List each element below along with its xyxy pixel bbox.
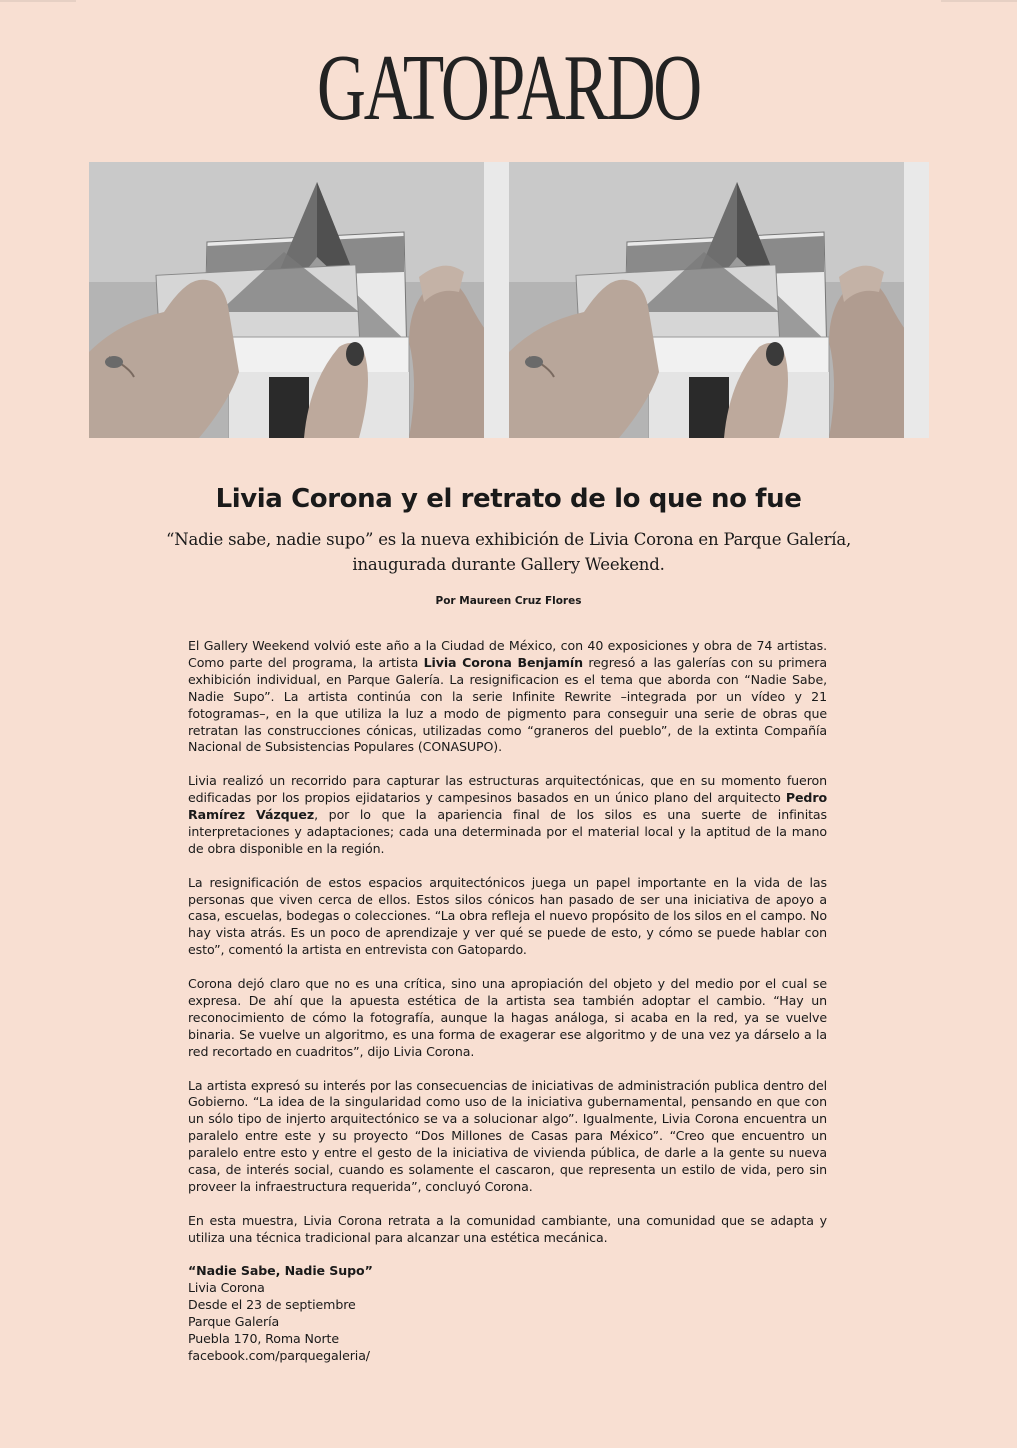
article-paragraph: El Gallery Weekend volvió este año a la Ciudad de México, con 40 exposiciones y obra de 74 artistas. Como parte del programa, la artista Livia Corona Benjamín regresó a las galerías con su primera exhibición individual, en Parque Galería. La resignificacion es el tema que aborda con “Nadie Sabe, Nadie Supo”. La artista continúa con la serie Infinite Rewrite –integrada por un vídeo y 21 fotogramas–, en la que utiliza la luz a modo de pigmento para conseguir una serie de obras que retratan las construcciones cónicas, utilizadas como “graneros del pueblo”, de la extinta Compañía Nacional de Subsistencias Populares (CONASUPO). xyxy=(188,638,827,755)
top-rule-left xyxy=(0,0,76,2)
article-body xyxy=(188,638,827,1365)
article-headline: Livia Corona y el retrato de lo que no fue xyxy=(215,484,802,514)
article-paragraph: Livia realizó un recorrido para capturar las estructuras arquitectónicas, que en su momento fueron edificadas por los propios ejidatarios y campesinos basados en un único plano del arquitecto Pedro Ramírez Vázquez, por lo que la apariencia final de los silos es una suerte de infinitas interpretaciones y adaptaciones; cada una determinada por el material local y la aptitud de la mano de obra disponible en la región. xyxy=(188,773,828,856)
architect-name-bold: Pedro Ramírez Vázquez xyxy=(188,790,827,823)
exhibition-info xyxy=(188,1263,827,1364)
exhibition-date: Desde el 23 de septiembre xyxy=(188,1297,356,1313)
masthead-logo: GATOPARDO xyxy=(316,36,700,140)
hero-image xyxy=(89,162,929,438)
exhibition-artist: Livia Corona xyxy=(188,1280,265,1296)
hero-photo-right xyxy=(509,162,929,438)
article-byline: Por Maureen Cruz Flores xyxy=(435,595,582,607)
article-paragraph: La artista expresó su interés por las consecuencias de iniciativas de administración publica dentro del Gobierno. “La idea de la singularidad como uso de la iniciativa gubernamental, pensando en que con un sólo tipo de injerto arquitectónico se va a solucionar algo”. Igualmente, Livia Corona encuentra un paralelo entre este y su proyecto “Dos Millones de Casas para México”. “Creo que encuentro un paralelo entre esto y entre el gesto de la iniciativa de vivienda pública, de darle a la gente su nueva casa, de interés social, cuando es solamente el cascaron, que representa un estilo de vida, pero sin proveer la infraestructura requerida”, concluyó Corona. xyxy=(188,1077,827,1194)
article-subheadline: “Nadie sabe, nadie supo” es la nueva exhibición de Livia Corona en Parque Galería, inaugurada durante Gallery Weekend. xyxy=(165,530,852,574)
exhibition-title: “Nadie Sabe, Nadie Supo” xyxy=(188,1263,373,1279)
hands-holding-photographs-illustration xyxy=(509,162,929,438)
artist-name-bold: Livia Corona Benjamín xyxy=(423,654,584,670)
exhibition-link[interactable]: facebook.com/parquegaleria/ xyxy=(188,1347,370,1363)
top-rule-right xyxy=(941,0,1017,2)
article-paragraph: Corona dejó claro que no es una crítica, sino una apropiación del objeto y del medio por el cual se expresa. De ahí que la apuesta estética de la artista sea también adoptar el cambio. “Hay un reconocimiento de cómo la fotografía, aunque la hagas análoga, si acaba en la red, ya se vuelve binaria. Se vuelve un algoritmo, es una forma de exagerar ese algoritmo y de una vez ya dárselo a la red recortado en cuadritos”, dijo Livia Corona. xyxy=(188,976,827,1059)
article-paragraph: La resignificación de estos espacios arquitectónicos juega un papel importante en la vida de las personas que viven cerca de ellos. Estos silos cónicos han pasado de ser una iniciativa de apoyo a casa, escuelas, bodegas o colecciones. “La obra refleja el nuevo propósito de los silos en el campo. No hay vista atrás. Es un poco de aprendizaje y ver qué se puede de esto, y cómo se puede hablar con esto”, comentó la artista en entrevista con Gatopardo. xyxy=(188,874,827,958)
hands-holding-photographs-illustration xyxy=(89,162,509,438)
article-paragraph: En esta muestra, Livia Corona retrata a la comunidad cambiante, una comunidad que se adapta y utiliza una técnica tradicional para alcanzar una estética mecánica. xyxy=(188,1212,827,1245)
exhibition-address: Puebla 170, Roma Norte xyxy=(188,1331,340,1347)
hero-photo-left xyxy=(89,162,509,438)
exhibition-venue: Parque Galería xyxy=(188,1314,280,1330)
